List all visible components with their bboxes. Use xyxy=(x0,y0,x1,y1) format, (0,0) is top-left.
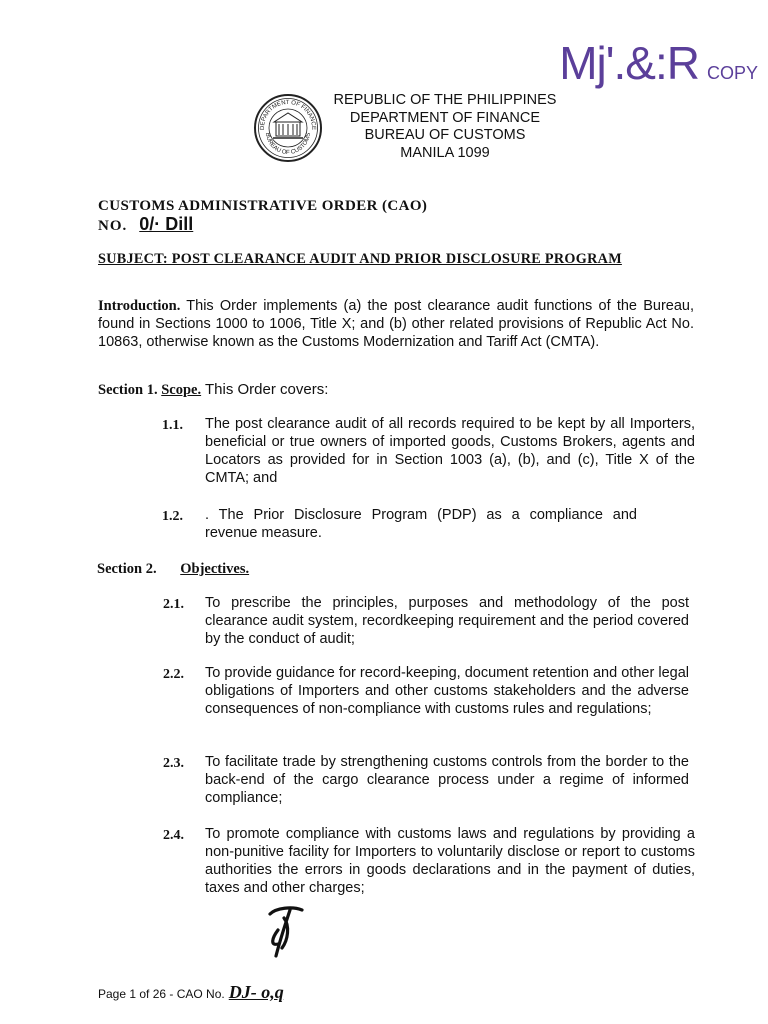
subject-line: SUBJECT: POST CLEARANCE AUDIT AND PRIOR DISCLOSURE PROGRAM xyxy=(98,251,622,267)
seal-bottom-text: BUREAU OF CUSTOMS xyxy=(263,132,313,157)
stamp-copy-text: COPY xyxy=(706,63,758,83)
list-item: To facilitate trade by strengthening customs controls from the border to the back-end of the cargo clearance process under a regime of informed compliance; xyxy=(205,754,689,806)
seal-top-text: DEPARTMENT OF FINANCE xyxy=(259,99,317,130)
introduction-text: This Order implements (a) the post clearance audit functions of the Bureau, found in Sections 1000 to 1006, Title X; and (b) other related provisions of Republic Act No. 10863, otherwise known as the Customs Modernization and Tariff Act (CMTA). xyxy=(98,298,694,350)
list-item: To provide guidance for record-keeping, document retention and other legal obligations of Importers and other customs stakeholders and the adverse consequences of non-compliance with customs rules and regulations; xyxy=(205,665,689,717)
stamp-main-text: Mj'.&:R xyxy=(559,37,699,89)
header-bureau: BUREAU OF CUSTOMS xyxy=(364,127,526,143)
item-number: 2.3. xyxy=(163,756,184,771)
section-1-tail: This Order covers: xyxy=(201,381,329,398)
cao-number xyxy=(98,214,193,235)
section-2-heading xyxy=(97,561,249,578)
item-number: 2.1. xyxy=(163,597,184,612)
page-footer xyxy=(98,982,284,1003)
bureau-seal-icon xyxy=(252,92,324,164)
header-department: DEPARTMENT OF FINANCE xyxy=(349,109,541,126)
section-1-label: Section 1. xyxy=(98,382,158,398)
cao-number-label: NO. xyxy=(98,218,128,234)
header-address: MANILA 1099 xyxy=(400,144,490,161)
cao-title: CUSTOMS ADMINISTRATIVE ORDER (CAO) xyxy=(98,198,428,214)
header-republic: REPUBLIC OF THE PHILIPPINES xyxy=(333,92,557,108)
list-item: The post clearance audit of all records required to be kept by all Importers, beneficial or true owners of imported goods, Customs Brokers, agents and Locators as provided for in Section 1003 (a), (b), and (c), Title X of the CMTA; and xyxy=(205,416,695,486)
copy-stamp xyxy=(559,36,758,90)
section-1-heading xyxy=(98,381,328,399)
list-item: To prescribe the principles, purposes and methodology of the post clearance audit system, recordkeeping requirement and the period covered by the conduct of audit; xyxy=(205,595,689,647)
introduction-paragraph xyxy=(98,298,694,352)
list-item: To promote compliance with customs laws and regulations by providing a non-punitive facility for Importers to voluntarily disclose or report to customs authorities the errors in goods declarations and in the payment of duties, taxes and other charges; xyxy=(205,826,695,896)
letterhead xyxy=(320,92,570,162)
introduction-lead: Introduction. xyxy=(98,298,181,314)
signature-initial xyxy=(262,900,312,960)
item-number: 2.4. xyxy=(163,828,184,843)
cao-number-value: 0/· Dill xyxy=(139,214,194,234)
list-item: . The Prior Disclosure Program (PDP) as a compliance and revenue measure. xyxy=(205,507,637,541)
item-number: 1.2. xyxy=(162,509,183,524)
section-2-title: Objectives. xyxy=(180,561,250,577)
footer-cao-number: DJ- o,q xyxy=(228,982,284,1002)
footer-page-label: Page 1 of 26 - CAO No. xyxy=(98,987,225,1001)
item-number: 1.1. xyxy=(162,418,183,433)
section-2-label: Section 2. xyxy=(97,561,157,577)
item-number: 2.2. xyxy=(163,667,184,682)
section-1-title: Scope. xyxy=(161,382,202,398)
